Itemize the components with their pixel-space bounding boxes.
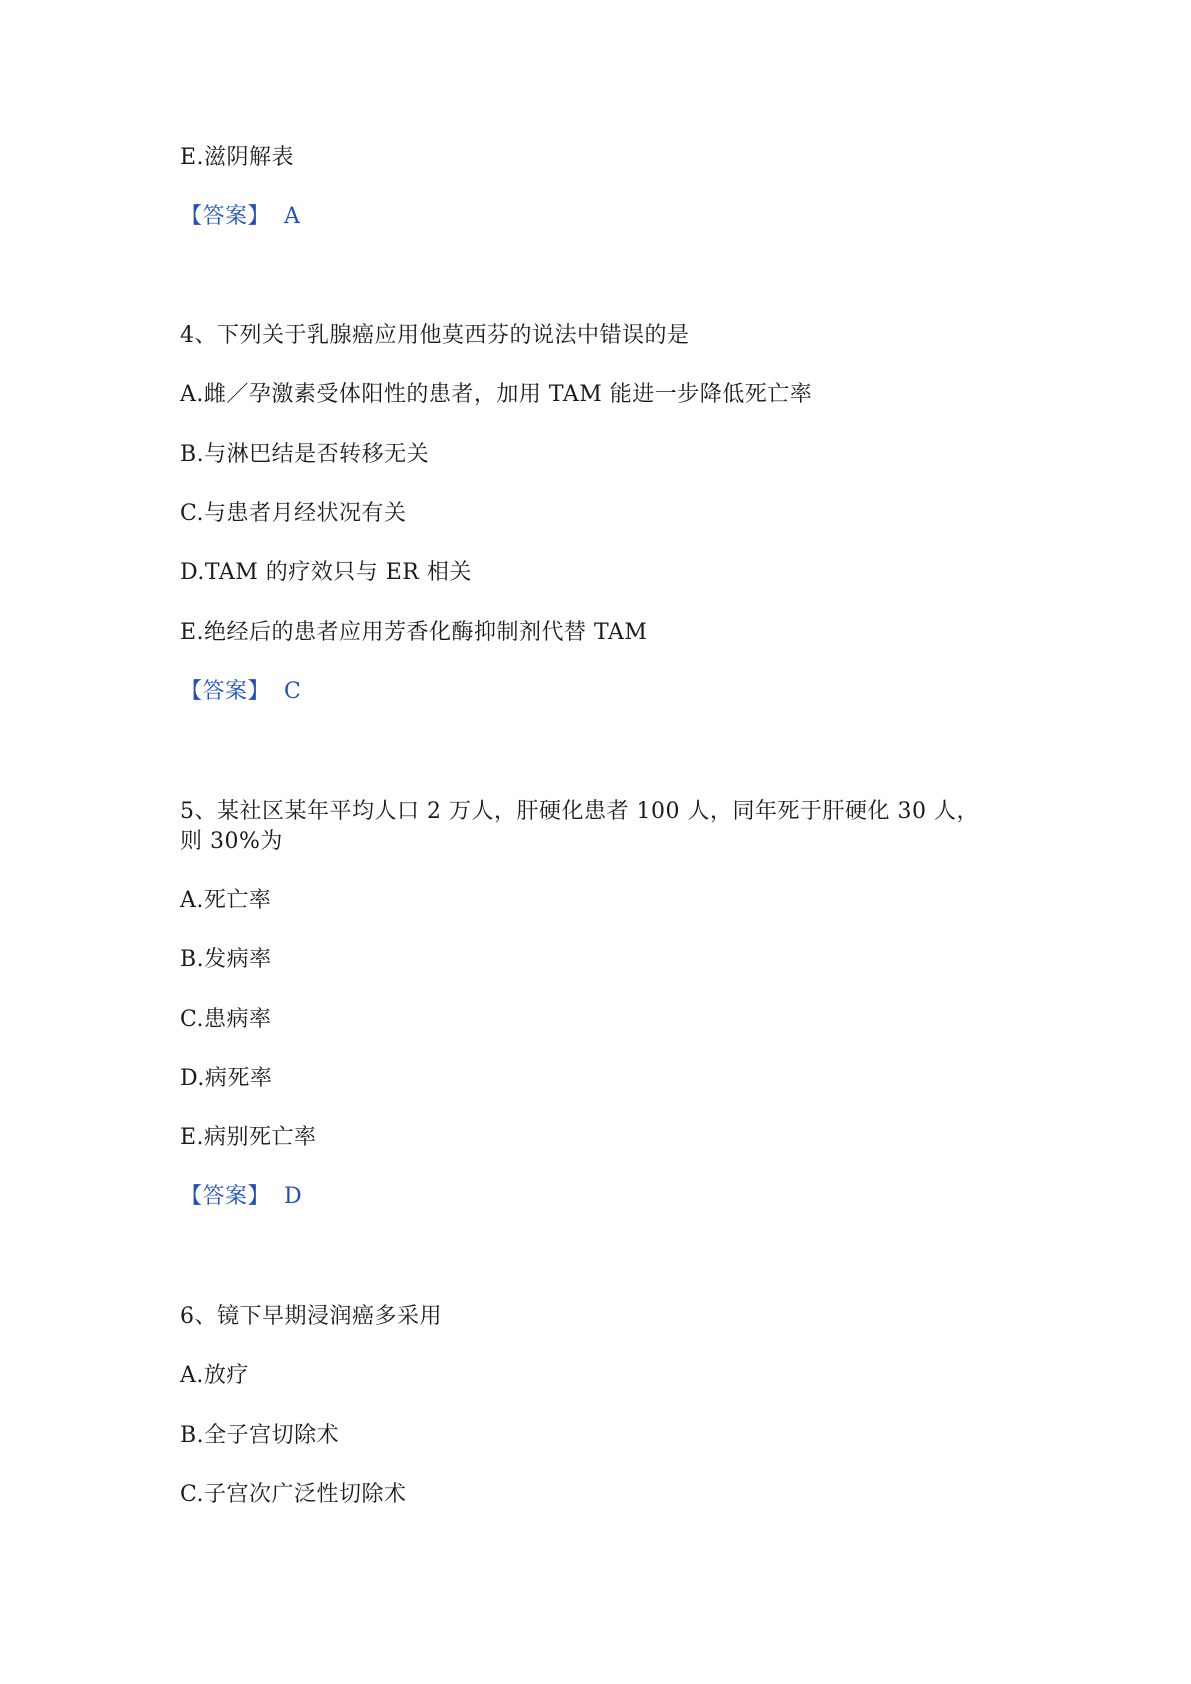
q6-option-c: C.子宫次广泛性切除术: [180, 1482, 407, 1507]
q4-option-c: C.与患者月经状况有关: [180, 501, 407, 526]
q4-answer: [180, 677, 301, 707]
q4-option-b: B.与淋巴结是否转移无关: [180, 442, 430, 467]
answer-value: C: [284, 679, 302, 704]
q4-option-e: E.绝经后的患者应用芳香化酶抑制剂代替 TAM: [180, 620, 648, 645]
q5-option-e: E.病别死亡率: [180, 1125, 317, 1150]
q6-option-b: B.全子宫切除术: [180, 1423, 340, 1448]
q3-answer: [180, 202, 300, 232]
q6-option-a: A.放疗: [180, 1363, 249, 1388]
answer-tag: 【答案】: [180, 679, 271, 704]
answer-tag: 【答案】: [180, 1184, 271, 1209]
q5-stem-line1: 5、某社区某年平均人口 2 万人，肝硬化患者 100 人，同年死于肝硬化 30 人，: [180, 799, 979, 824]
q3-option-e: E.滋阴解表: [180, 145, 295, 170]
q4-option-d: D.TAM 的疗效只与 ER 相关: [180, 560, 472, 585]
q5-answer: [180, 1182, 302, 1212]
answer-tag: 【答案】: [180, 204, 271, 229]
q5-option-c: C.患病率: [180, 1007, 272, 1032]
q5-stem-line2: 则 30%为: [180, 829, 283, 854]
q4-option-a: A.雌／孕激素受体阳性的患者，加用 TAM 能进一步降低死亡率: [180, 382, 813, 407]
answer-value: D: [284, 1184, 303, 1209]
q5-option-b: B.发病率: [180, 947, 272, 972]
q5-option-d: D.病死率: [180, 1066, 273, 1091]
answer-value: A: [284, 204, 301, 229]
q5-option-a: A.死亡率: [180, 888, 272, 913]
q4-stem: 4、下列关于乳腺癌应用他莫西芬的说法中错误的是: [180, 323, 690, 348]
q6-stem: 6、镜下早期浸润癌多采用: [180, 1304, 442, 1329]
